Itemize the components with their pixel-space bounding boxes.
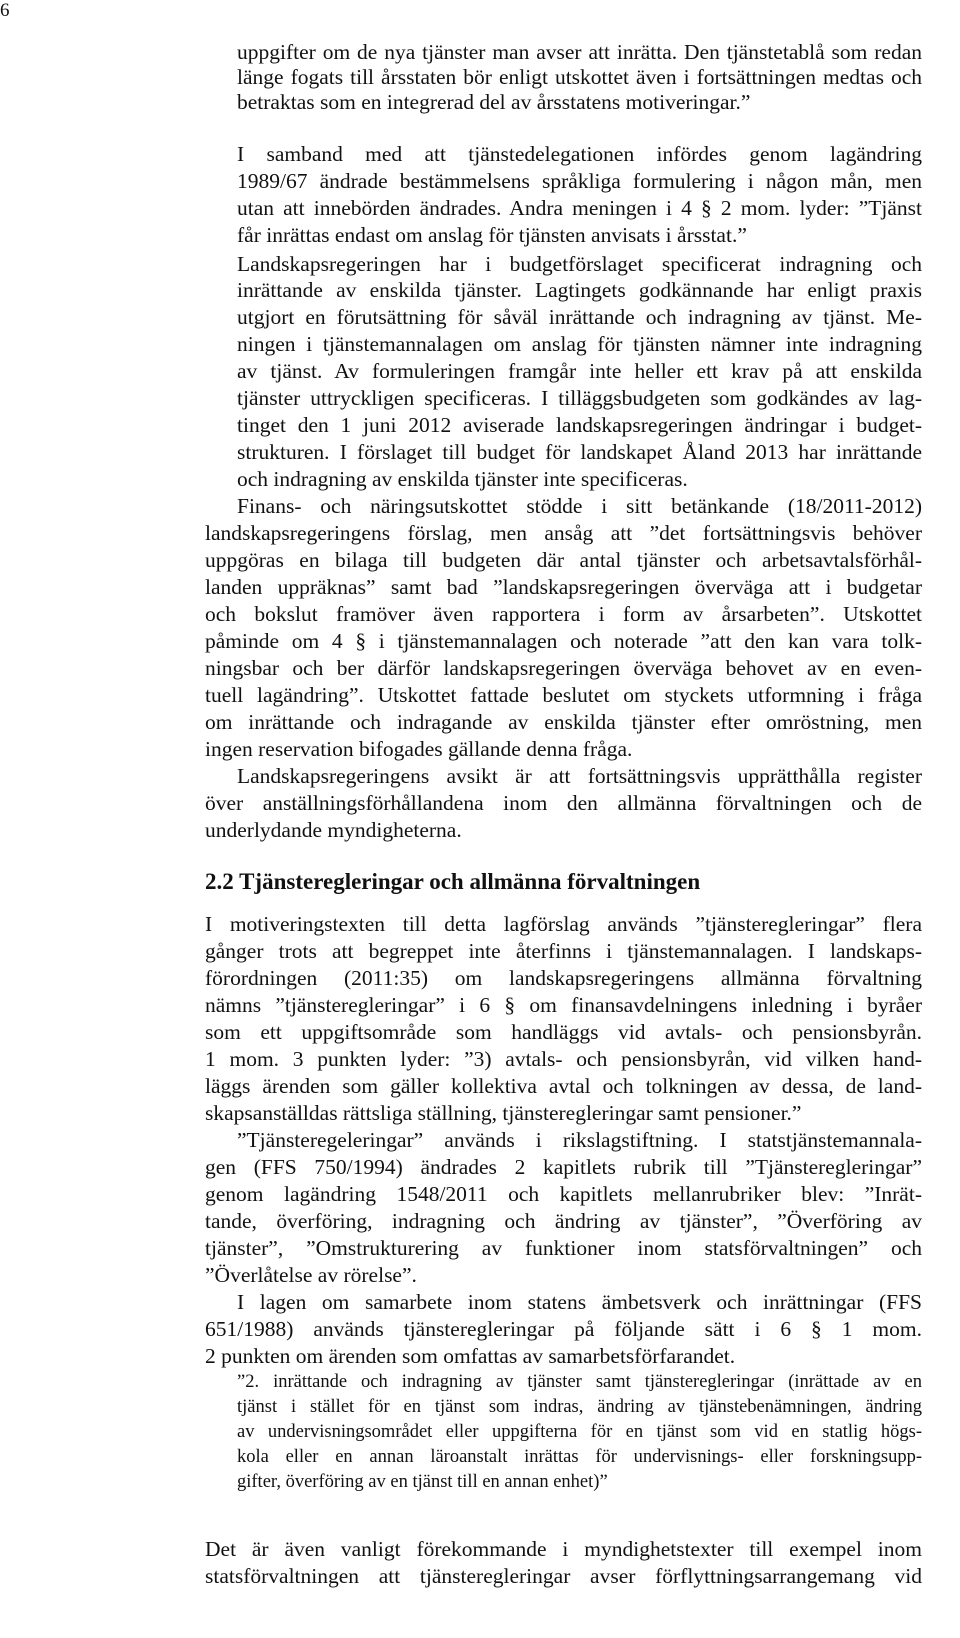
text-line: ”Tjänsteregeleringar” används i rikslagstiftning. I statstjänstemannala-: [237, 1128, 922, 1152]
text-line: betraktas som en integrerad del av årsstatens motiveringar.”: [237, 90, 751, 114]
text-line: 651/1988) används tjänsteregleringar på följande sätt i 6 § 1 mom.: [205, 1317, 922, 1341]
text-line: 1 mom. 3 punkten lyder: ”3) avtals- och pensionsbyrån, vid vilken hand-: [205, 1047, 922, 1071]
text-line: ingen reservation bifogades gällande denna fråga.: [205, 737, 633, 761]
text-line: nämns ”tjänsteregleringar” i 6 § om finansavdelningens inledning i byråer: [205, 993, 922, 1017]
text-line: tande, överföring, indragning och ändring av tjänster”, ”Överföring av: [205, 1209, 922, 1233]
text-line: förordningen (2011:35) om landskapsregeringens allmänna förvaltning: [205, 966, 922, 990]
quote-line: ”2. inrättande och indragning av tjänster samt tjänsteregleringar (inrättade av en: [237, 1372, 922, 1392]
text-line: om inrättande och indragande av enskilda tjänster efter omröstning, men: [205, 710, 922, 734]
text-line: läggs ärenden som gäller kollektiva avtal och tolkningen av dessa, de land-: [205, 1074, 922, 1098]
text-line: I samband med att tjänstedelegationen infördes genom lagändring: [237, 142, 922, 166]
text-line: tuell lagändring”. Utskottet fattade beslutet om styckets utformning i fråga: [205, 683, 922, 707]
page-number: 6: [0, 0, 10, 21]
text-line: Finans- och näringsutskottet stödde i sitt betänkande (18/2011-2012): [237, 494, 922, 518]
text-line: utan att innebörden ändrades. Andra meningen i 4 § 2 mom. lyder: ”Tjänst: [237, 196, 922, 220]
text-line: underlydande myndigheterna.: [205, 818, 462, 842]
text-line: 2 punkten om ärenden som omfattas av samarbetsförfarandet.: [205, 1344, 736, 1368]
text-line: 1989/67 ändrade bestämmelsens språkliga formulering i någon mån, men: [237, 169, 922, 193]
text-line: uppgöras en bilaga till budgeten där antal tjänster och arbetsavtalsförhål-: [205, 548, 922, 572]
text-line: tjänster uttryckligen specificeras. I tilläggsbudgeten som godkändes av lag-: [237, 386, 922, 410]
text-line: tinget den 1 juni 2012 aviserade landskapsregeringen ändringar i budget-: [237, 413, 922, 437]
text-line: ningsbar och ber därför landskapsregeringen överväga behovet av en even-: [205, 656, 922, 680]
quote-line: tjänst i stället för en tjänst som indras, ändring av tjänstebenämningen, ändring: [237, 1397, 922, 1417]
text-line: påminde om 4 § i tjänstemannalagen och noterade ”att den kan vara tolk-: [205, 629, 922, 653]
text-line: gen (FFS 750/1994) ändrades 2 kapitlets rubrik till ”Tjänsteregleringar”: [205, 1155, 922, 1179]
text-line: får inrättas endast om anslag för tjänsten anvisats i årsstat.”: [237, 223, 747, 247]
quote-line: gifter, överföring av en tjänst till en annan enhet)”: [237, 1472, 608, 1492]
text-line: landen uppräknas” samt bad ”landskapsregeringen överväga att i budgetar: [205, 575, 922, 599]
text-line: strukturen. I förslaget till budget för landskapet Åland 2013 har inrättande: [237, 440, 922, 464]
text-line: och bokslut framöver även rapportera i form av årsarbeten”. Utskottet: [205, 602, 922, 626]
text-line: I motiveringstexten till detta lagförslag används ”tjänsteregleringar” flera: [205, 912, 922, 936]
text-line: inrättande av enskilda tjänster. Lagtingets godkännande har enligt praxis: [237, 278, 922, 302]
section-heading: 2.2 Tjänsteregleringar och allmänna förvaltningen: [205, 869, 701, 894]
text-line: uppgifter om de nya tjänster man avser att inrätta. Den tjänstetablå som redan: [237, 40, 922, 64]
text-line: Det är även vanligt förekommande i myndighetstexter till exempel inom: [205, 1537, 922, 1561]
text-line: I lagen om samarbete inom statens ämbetsverk och inrättningar (FFS: [237, 1290, 922, 1314]
text-line: av tjänst. Av formuleringen framgår inte heller ett krav på att enskilda: [237, 359, 922, 383]
text-line: gånger trots att begreppet inte återfinns i tjänstemannalagen. I landskaps-: [205, 939, 922, 963]
text-line: över anställningsförhållandena inom den allmänna förvaltningen och de: [205, 791, 922, 815]
text-line: ”Överlåtelse av rörelse”.: [205, 1263, 417, 1287]
text-line: skapsanställdas rättsliga ställning, tjänsteregleringar samt pensioner.”: [205, 1101, 802, 1125]
text-line: statsförvaltningen att tjänsteregleringar avser förflyttningsarrangemang vid: [205, 1564, 922, 1588]
quote-line: kola eller en annan läroanstalt inrättas för undervisnings- eller forskningsupp-: [237, 1447, 922, 1467]
text-line: ningen i tjänstemannalagen om anslag för tjänsten nämner inte indragning: [237, 332, 922, 356]
text-line: länge fogats till årsstaten bör enligt utskottet även i fortsättningen medtas och: [237, 65, 922, 89]
text-line: genom lagändring 1548/2011 och kapitlets mellanrubriker blev: ”Inrät-: [205, 1182, 922, 1206]
text-line: Landskapsregeringens avsikt är att fortsättningsvis upprätthålla register: [237, 764, 922, 788]
text-line: tjänster”, ”Omstrukturering av funktioner inom statsförvaltningen” och: [205, 1236, 922, 1260]
text-line: Landskapsregeringen har i budgetförslaget specificerat indragning och: [237, 252, 922, 276]
text-line: som ett uppgiftsområde som handläggs vid avtals- och pensionsbyrån.: [205, 1020, 922, 1044]
text-line: landskapsregeringens förslag, men ansåg att ”det fortsättningsvis behöver: [205, 521, 922, 545]
text-line: och indragning av enskilda tjänster inte specificeras.: [237, 467, 688, 491]
quote-line: av undervisningsområdet eller uppgifterna för en tjänst som vid en statlig högs-: [237, 1422, 922, 1442]
text-line: utgjort en förutsättning för såväl inrättande och indragning av tjänst. Me-: [237, 305, 922, 329]
